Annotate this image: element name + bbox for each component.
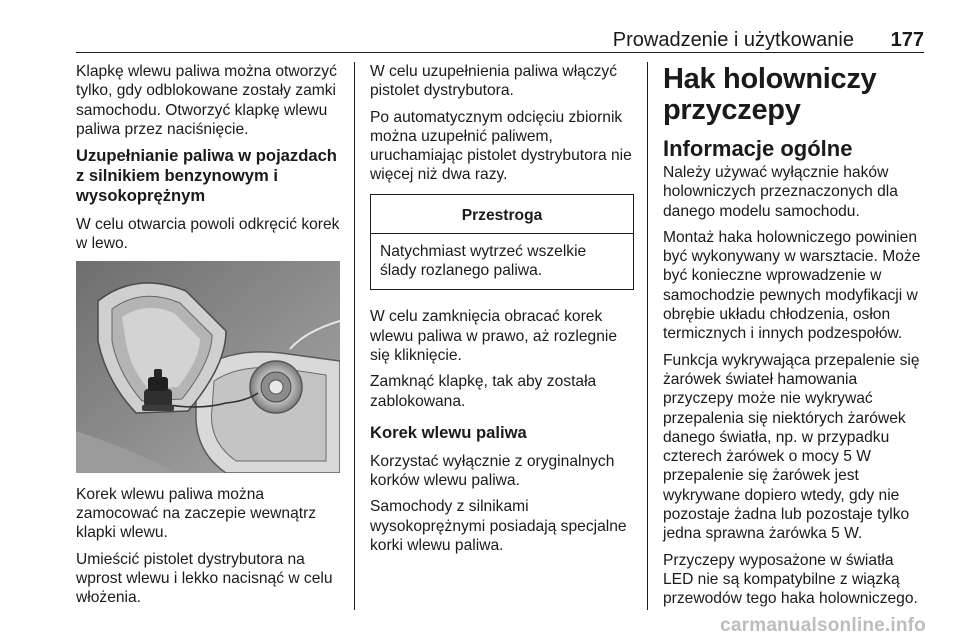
column-right — [663, 62, 927, 616]
page-number: 177 — [890, 29, 924, 51]
column-middle — [370, 62, 634, 562]
paragraph: Po automatycznym odcięciu zbiornik można uzupełnić paliwem, uruchamiając pistolet dystrybutora nie więcej niż dwa razy. — [370, 108, 632, 184]
subheading: Uzupełnianie paliwa w pojazdach z silnikiem benzynowym i wysokoprężnym — [76, 146, 337, 206]
paragraph: Przyczepy wyposażone w światła LED nie są kompatybilne z wiązką przewodów tego haka holowniczego. — [663, 551, 918, 608]
column-divider — [647, 62, 648, 610]
paragraph: W celu otwarcia powoli odkręcić korek w lewo. — [76, 216, 340, 253]
caution-text: Natychmiast wytrzeć wszelkie ślady rozlanego paliwa. — [380, 242, 587, 280]
paragraph: Korek wlewu paliwa można zamocować na zaczepie wewnątrz klapki wlewu. — [76, 485, 317, 542]
paragraph: Należy używać wyłącznie haków holowniczych przeznaczonych dla danego modelu samochodu. — [663, 164, 898, 220]
paragraph: W celu uzupełnienia paliwa włączyć pistolet dystrybutora. — [370, 63, 618, 100]
paragraph: Zamknąć klapkę, tak aby została zablokowana. — [370, 373, 597, 410]
paragraph: Umieścić pistolet dystrybutora na wprost wlewu i lekko nacisnąć w celu włożenia. — [76, 550, 333, 607]
paragraph: Montaż haka holowniczego powinien być wykonywany w warsztacie. Może być konieczne wprowadzenie w samochodzie pewnych modyfikacji w obrębie układu chłodzenia, osłon termicznych i innych podzespołów. — [663, 228, 921, 343]
chapter-title: Hak holowniczy przyczepy — [663, 63, 877, 126]
paragraph: Korzystać wyłącznie z oryginalnych korków wlewu paliwa. — [370, 452, 615, 490]
fuel-filler-cap-icon — [76, 261, 340, 473]
paragraph: Funkcja wykrywająca przepalenie się żarówek świateł hamowania przyczepy może nie wykrywać przepalenia się niektórych żarówek danego światła, np. w przypadku czterech żarówek o mocy 5 W przepalenie się żarówek jest wykrywane dopiero wtedy, gdy nie pozostaje żadna lub pozostaje tylko jedna sprawna żarówka 5 W. — [663, 351, 920, 543]
page-header — [76, 28, 924, 52]
caution-box — [370, 194, 634, 291]
caution-title: Przestroga — [371, 195, 633, 234]
running-header-title: Prowadzenie i użytkowanie — [612, 29, 854, 51]
watermark: carmanualsonline.info — [720, 615, 926, 636]
paragraph: Samochody z silnikami wysokoprężnymi posiadają specjalne korki wlewu paliwa. — [370, 498, 627, 555]
column-divider — [354, 62, 355, 610]
paragraph: Klapkę wlewu paliwa można otworzyć tylko, gdy odblokowane zostały zamki samochodu. Otworzyć klapkę wlewu paliwa przez naciśnięcie. — [76, 63, 337, 138]
section-title: Informacje ogólne — [663, 136, 853, 161]
subheading: Korek wlewu paliwa — [370, 422, 527, 442]
header-rule — [76, 52, 924, 53]
paragraph: W celu zamknięcia obracać korek wlewu paliwa w prawo, aż rozlegnie się kliknięcie. — [370, 308, 618, 364]
fuel-filler-illustration — [76, 261, 340, 473]
column-left — [76, 62, 342, 615]
